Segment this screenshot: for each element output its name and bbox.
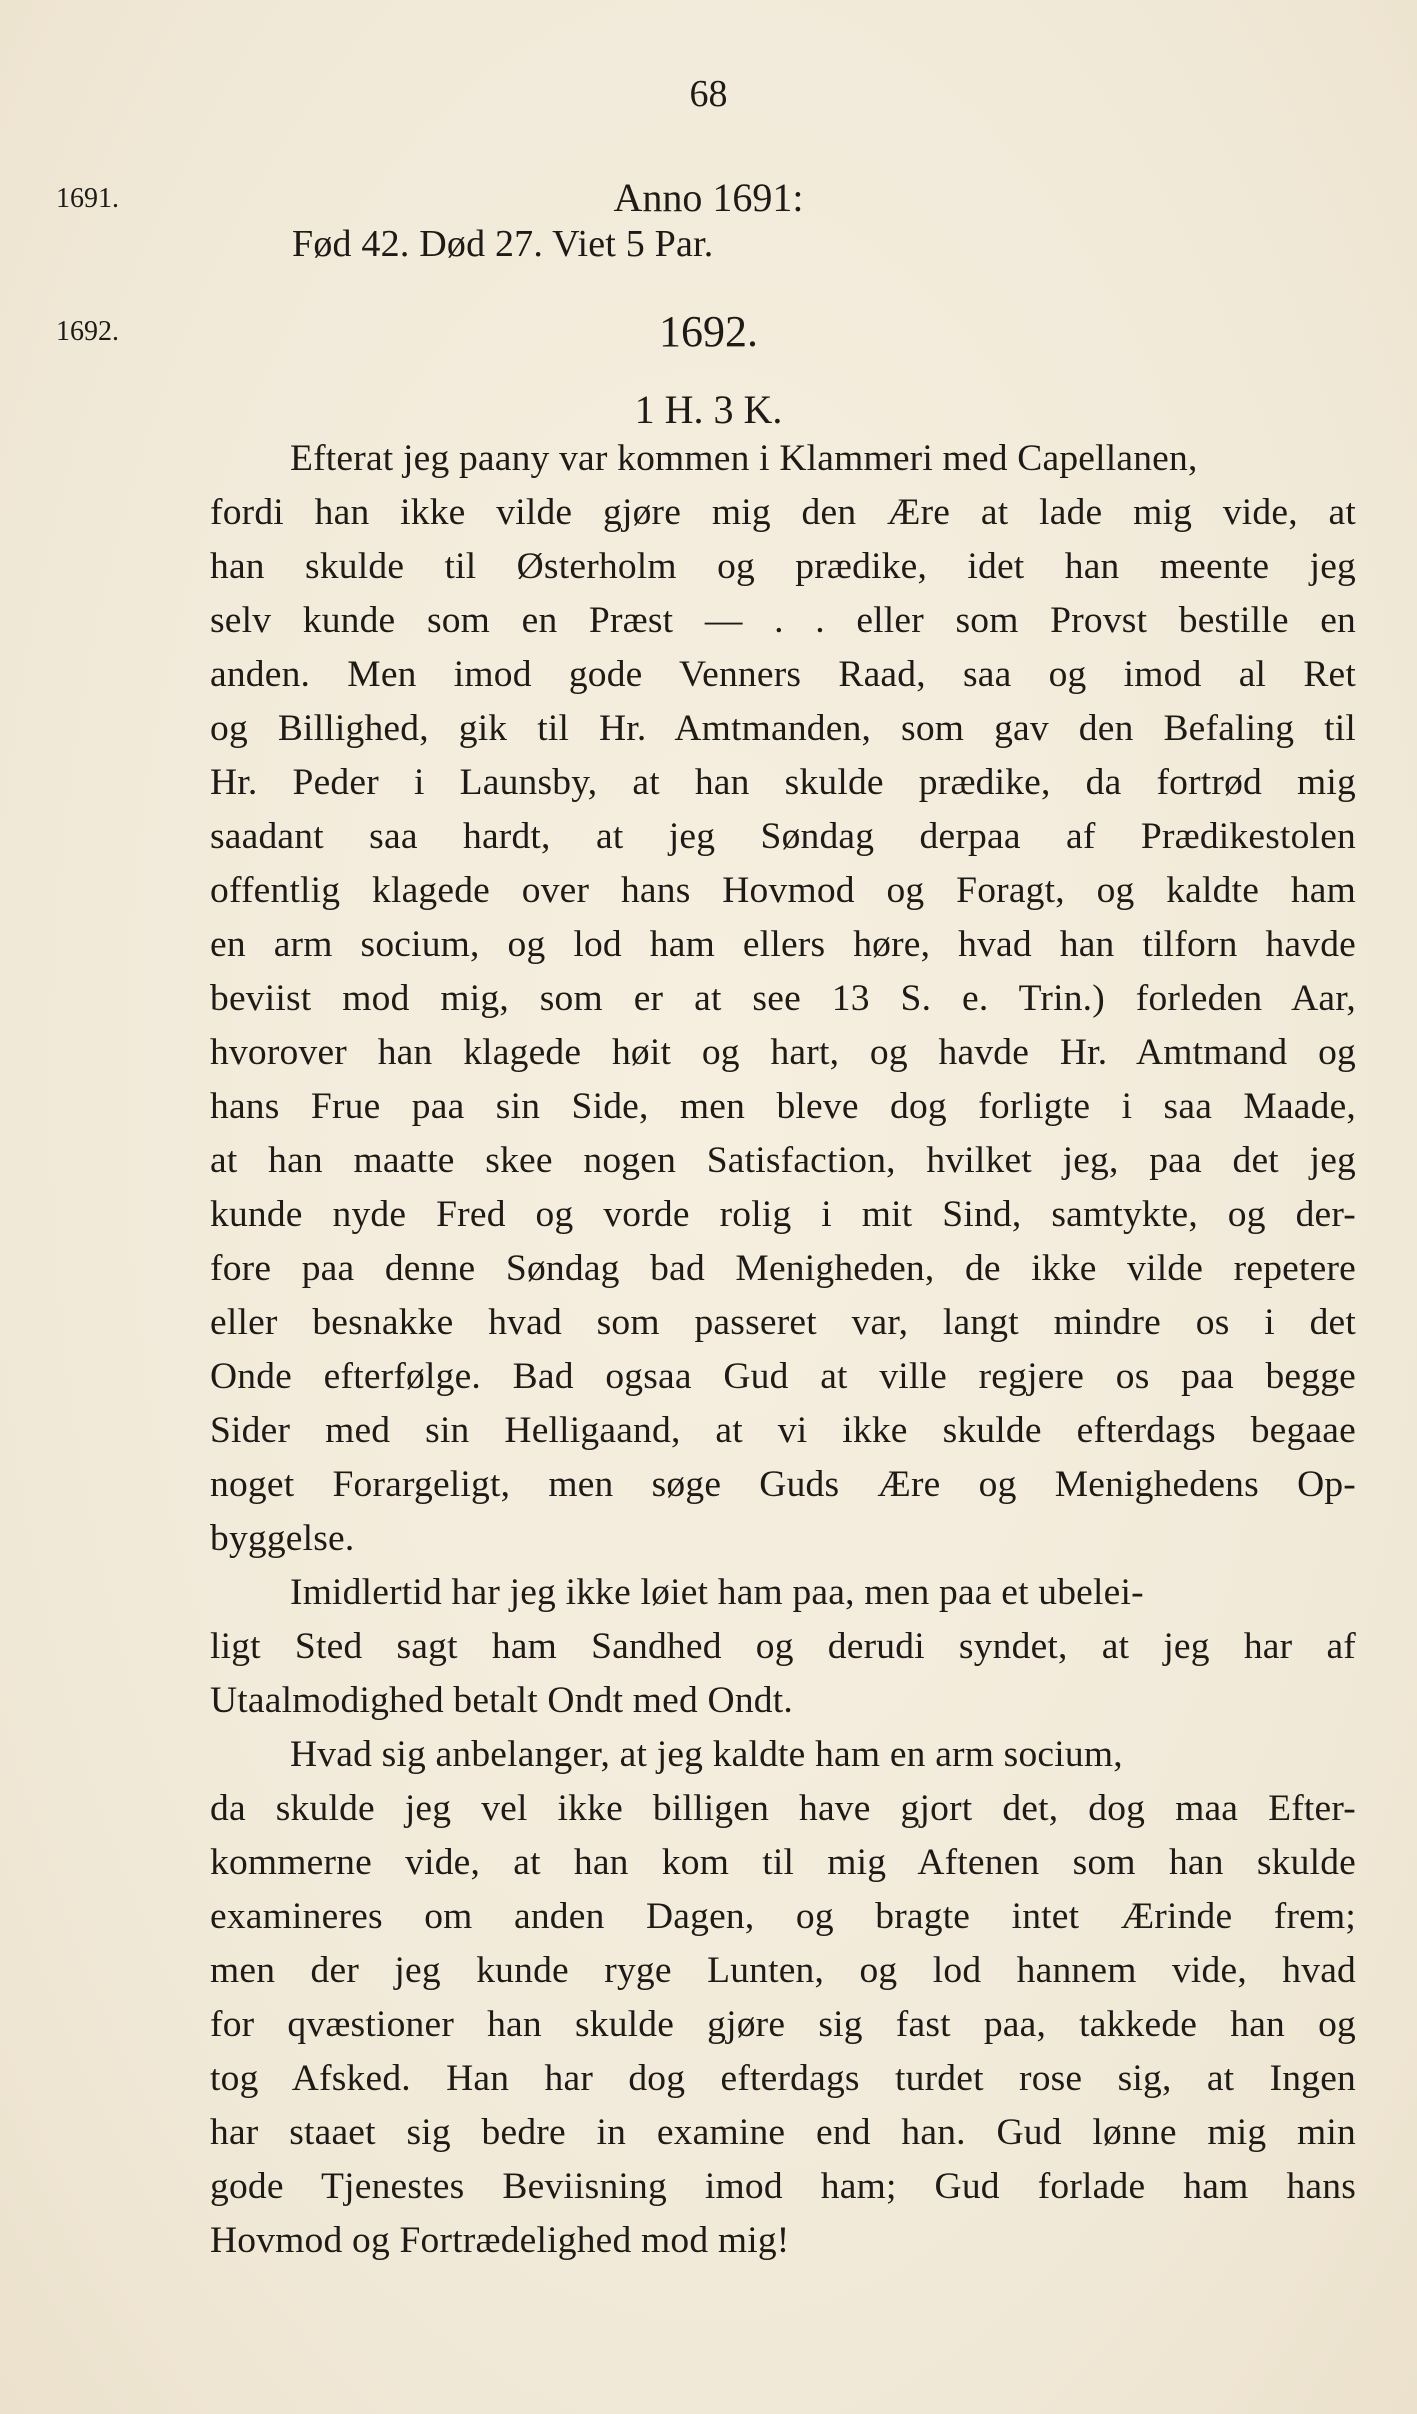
paragraph-1-line: Efterat jeg paany var kommen i Klammeri med Capellanen, bbox=[290, 438, 1198, 479]
subheading: 1 H. 3 K. bbox=[634, 387, 783, 432]
page-number: 68 bbox=[689, 73, 728, 115]
paragraph-1-line: byggelse. bbox=[210, 1518, 355, 1559]
paragraph-2-line: Utaalmodighed betalt Ondt med Ondt. bbox=[210, 1680, 793, 1721]
paragraph-1-line: kunde nyde Fred og vorde rolig i mit Sind, samtykte, og der- bbox=[210, 1194, 1356, 1235]
paragraph-1-line: Sider med sin Helligaand, at vi ikke skulde efterdags begaae bbox=[210, 1410, 1356, 1451]
paragraph-1-line: hvorover han klagede høit og hart, og havde Hr. Amtmand og bbox=[210, 1032, 1356, 1073]
paragraph-3-line: gode Tjenestes Beviisning imod ham; Gud forlade ham hans bbox=[210, 2166, 1356, 2207]
margin-note-1691: 1691. bbox=[56, 183, 119, 214]
paragraph-3-line: da skulde jeg vel ikke billigen have gjort det, dog maa Efter- bbox=[210, 1788, 1356, 1829]
year-heading: 1692. bbox=[659, 307, 758, 356]
paragraph-3-line: for qvæstioner han skulde gjøre sig fast paa, takkede han og bbox=[210, 2004, 1356, 2045]
paragraph-1-line: offentlig klagede over hans Hovmod og Foragt, og kaldte ham bbox=[210, 870, 1356, 911]
paragraph-3-line: Hovmod og Fortrædelighed mod mig! bbox=[210, 2220, 790, 2261]
paragraph-1-line: hans Frue paa sin Side, men bleve dog forligte i saa Maade, bbox=[210, 1086, 1356, 1127]
paragraph-3-line: examineres om anden Dagen, og bragte intet Ærinde frem; bbox=[210, 1896, 1356, 1937]
margin-note-1692: 1692. bbox=[56, 316, 119, 347]
paragraph-3-line: har staaet sig bedre in examine end han. Gud lønne mig min bbox=[210, 2112, 1356, 2153]
paragraph-2-line: ligt Sted sagt ham Sandhed og derudi syndet, at jeg har af bbox=[210, 1626, 1356, 1667]
paragraph-1-line: Hr. Peder i Launsby, at han skulde prædike, da fortrød mig bbox=[210, 762, 1356, 803]
paragraph-3-line: men der jeg kunde ryge Lunten, og lod hannem vide, hvad bbox=[210, 1950, 1356, 1991]
stats-line: Fød 42. Død 27. Viet 5 Par. bbox=[292, 223, 714, 265]
paragraph-1-line: en arm socium, og lod ham ellers høre, hvad han tilforn havde bbox=[210, 924, 1356, 965]
paragraph-1-line: og Billighed, gik til Hr. Amtmanden, som gav den Befaling til bbox=[210, 708, 1356, 749]
anno-heading: Anno 1691: bbox=[613, 175, 804, 220]
paragraph-1-line: han skulde til Østerholm og prædike, idet han meente jeg bbox=[210, 546, 1356, 587]
paragraph-1-line: fordi han ikke vilde gjøre mig den Ære at lade mig vide, at bbox=[210, 492, 1356, 533]
paragraph-1-line: beviist mod mig, som er at see 13 S. e. Trin.) forleden Aar, bbox=[210, 978, 1356, 1019]
paragraph-1-line: at han maatte skee nogen Satisfaction, hvilket jeg, paa det jeg bbox=[210, 1140, 1356, 1181]
paragraph-1-line: eller besnakke hvad som passeret var, langt mindre os i det bbox=[210, 1302, 1356, 1343]
paragraph-2-line: Imidlertid har jeg ikke løiet ham paa, men paa et ubelei- bbox=[290, 1572, 1144, 1613]
paragraph-1-line: noget Forargeligt, men søge Guds Ære og Menighedens Op- bbox=[210, 1464, 1356, 1505]
paragraph-3-line: Hvad sig anbelanger, at jeg kaldte ham en arm socium, bbox=[290, 1734, 1123, 1775]
paragraph-1-line: fore paa denne Søndag bad Menigheden, de ikke vilde repetere bbox=[210, 1248, 1356, 1289]
paragraph-3-line: kommerne vide, at han kom til mig Aftenen som han skulde bbox=[210, 1842, 1356, 1883]
paragraph-1-line: Onde efterfølge. Bad ogsaa Gud at ville regjere os paa begge bbox=[210, 1356, 1356, 1397]
paragraph-1-line: selv kunde som en Præst — . . eller som Provst bestille en bbox=[210, 600, 1356, 641]
paragraph-1-line: anden. Men imod gode Venners Raad, saa og imod al Ret bbox=[210, 654, 1356, 695]
paragraph-3-line: tog Afsked. Han har dog efterdags turdet rose sig, at Ingen bbox=[210, 2058, 1356, 2099]
paragraph-1-line: saadant saa hardt, at jeg Søndag derpaa af Prædikestolen bbox=[210, 816, 1356, 857]
